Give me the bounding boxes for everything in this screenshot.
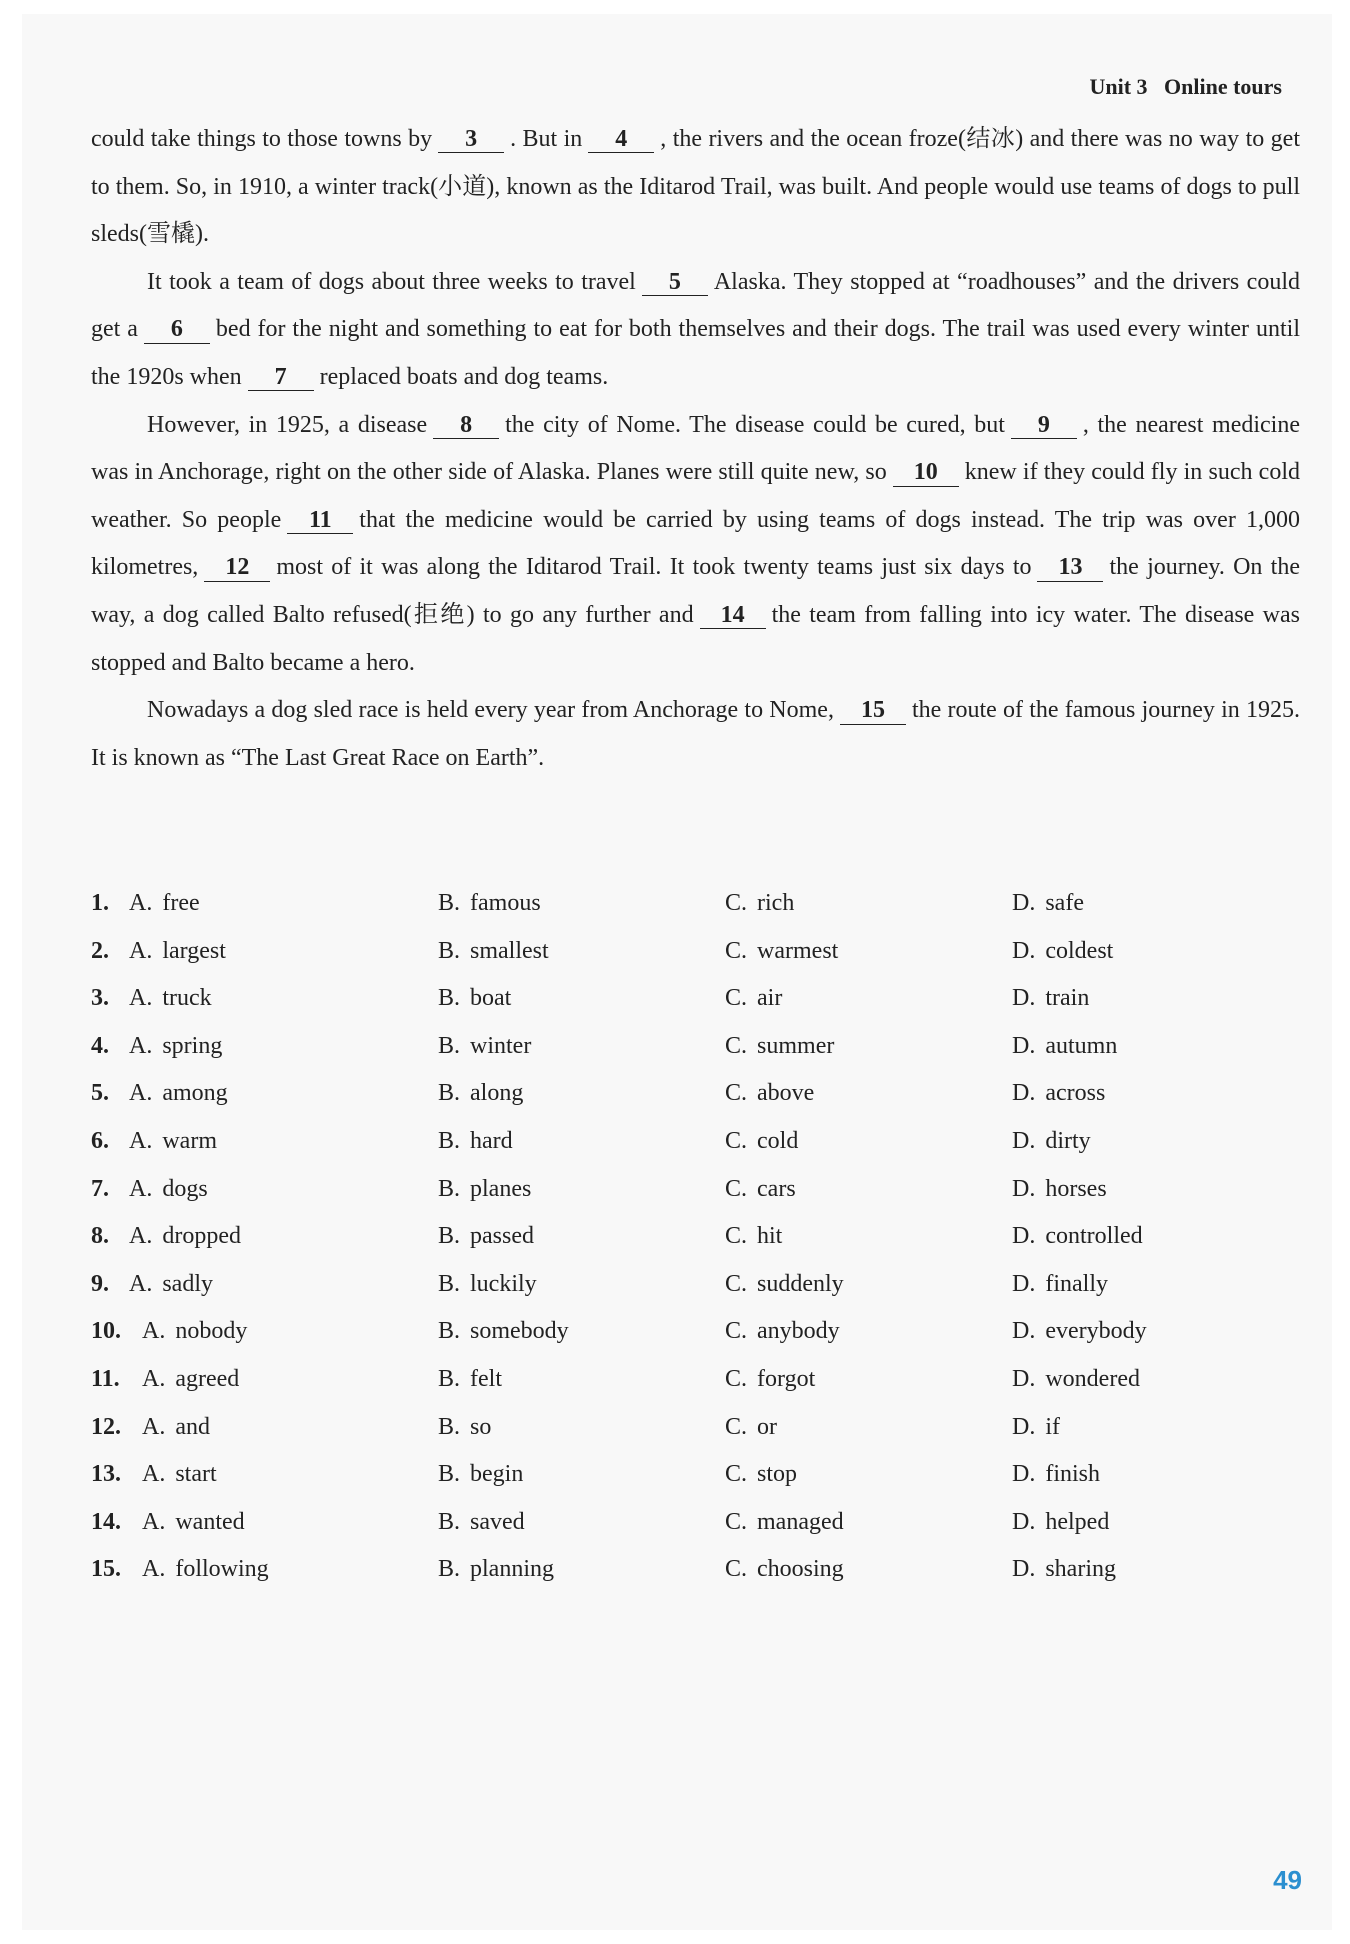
option-letter: D. (1012, 1461, 1036, 1488)
option-text: planes (470, 1175, 532, 1202)
option-text: warm (162, 1127, 217, 1154)
option-letter: B. (438, 985, 461, 1012)
option-c[interactable] (725, 1451, 797, 1499)
blank-15: 15 (840, 697, 906, 724)
option-text: stop (757, 1461, 798, 1488)
question-row (91, 1166, 1300, 1214)
blank-11: 11 (287, 507, 353, 534)
option-letter: A. (142, 1318, 166, 1345)
question-row (91, 1356, 1300, 1404)
blank-8: 8 (433, 412, 499, 439)
option-d[interactable] (1012, 1118, 1091, 1166)
option-text: hit (757, 1223, 783, 1250)
question-row (91, 1213, 1300, 1261)
option-letter: B. (438, 1318, 461, 1345)
cloze-passage (91, 116, 1300, 782)
option-letter: D. (1012, 1127, 1036, 1154)
option-letter: A. (129, 985, 153, 1012)
question-number: 15. (91, 1556, 121, 1583)
blank-7: 7 (248, 364, 314, 391)
option-text: controlled (1045, 1223, 1143, 1250)
option-letter: D. (1012, 1556, 1036, 1583)
paragraph-2 (91, 259, 1300, 402)
passage-text: It took a team of dogs about three weeks to travel (147, 268, 636, 295)
option-d[interactable] (1012, 928, 1113, 976)
passage-text: replaced boats and dog teams. (319, 363, 609, 390)
blank-13: 13 (1037, 554, 1103, 581)
blank-14: 14 (700, 602, 766, 629)
option-text: above (757, 1080, 815, 1107)
option-letter: D. (1012, 1413, 1036, 1440)
option-letter: A. (129, 1032, 153, 1059)
option-letter: C. (725, 1508, 748, 1535)
option-text: finish (1045, 1461, 1101, 1488)
option-text: everybody (1045, 1318, 1147, 1345)
option-text: sadly (162, 1270, 214, 1297)
option-letter: A. (129, 1175, 153, 1202)
option-letter: C. (725, 937, 748, 964)
option-letter: D. (1012, 1508, 1036, 1535)
option-letter: C. (725, 1080, 748, 1107)
blank-10: 10 (893, 459, 959, 486)
passage-text: knew if they could fly in such cold weather. So people (91, 459, 1300, 533)
option-b[interactable] (438, 1023, 531, 1071)
option-letter: D. (1012, 1175, 1036, 1202)
option-text: felt (470, 1365, 502, 1392)
option-text: finally (1045, 1270, 1108, 1297)
option-text: following (175, 1556, 269, 1583)
option-c[interactable] (725, 880, 794, 928)
option-a[interactable] (129, 975, 212, 1023)
option-text: coldest (1045, 937, 1114, 964)
option-letter: A. (129, 1127, 153, 1154)
option-letter: C. (725, 1461, 748, 1488)
option-b[interactable] (438, 880, 541, 928)
question-number: 7. (91, 1175, 109, 1202)
option-text: famous (470, 890, 541, 916)
option-text: free (162, 890, 200, 916)
option-text: managed (757, 1508, 844, 1535)
option-a[interactable] (129, 880, 200, 928)
option-text: saved (470, 1508, 525, 1535)
option-text: horses (1045, 1175, 1107, 1202)
option-text: summer (757, 1032, 835, 1059)
option-d[interactable] (1012, 1404, 1060, 1452)
blank-9: 9 (1011, 412, 1077, 439)
blank-3: 3 (438, 126, 504, 153)
option-letter: C. (725, 890, 748, 916)
option-letter: C. (725, 1556, 748, 1583)
question-row (91, 1404, 1300, 1452)
option-c[interactable] (725, 1261, 844, 1309)
option-letter: C. (725, 1365, 748, 1392)
option-a[interactable] (129, 1261, 213, 1309)
question-row (91, 1451, 1300, 1499)
option-letter: A. (142, 1461, 166, 1488)
question-number: 14. (91, 1508, 121, 1535)
option-letter: D. (1012, 937, 1036, 964)
option-letter: A. (142, 1556, 166, 1583)
option-letter: B. (438, 1508, 461, 1535)
question-row (91, 1546, 1300, 1594)
question-number: 8. (91, 1223, 109, 1250)
question-row (91, 975, 1300, 1023)
option-d[interactable] (1012, 880, 1084, 928)
option-text: agreed (175, 1365, 240, 1392)
option-a[interactable] (142, 1308, 247, 1356)
option-letter: C. (725, 1127, 748, 1154)
option-text: spring (162, 1032, 223, 1059)
option-letter: B. (438, 890, 461, 916)
option-letter: B. (438, 1556, 461, 1583)
option-letter: D. (1012, 1032, 1036, 1059)
option-a[interactable] (129, 1070, 228, 1118)
option-c[interactable] (725, 1546, 844, 1594)
option-letter: C. (725, 1270, 748, 1297)
unit-title: Online tours (1164, 74, 1282, 99)
question-number: 2. (91, 937, 109, 964)
option-text: smallest (470, 937, 549, 964)
option-d[interactable] (1012, 1451, 1100, 1499)
option-b[interactable] (438, 1213, 534, 1261)
option-c[interactable] (725, 1499, 844, 1547)
option-b[interactable] (438, 1451, 523, 1499)
option-c[interactable] (725, 1404, 777, 1452)
option-text: winter (470, 1032, 532, 1059)
option-d[interactable] (1012, 1356, 1140, 1404)
option-letter: B. (438, 1223, 461, 1250)
option-text: begin (470, 1461, 524, 1488)
option-text: planning (470, 1556, 555, 1583)
option-d[interactable] (1012, 975, 1089, 1023)
option-b[interactable] (438, 1308, 569, 1356)
option-letter: C. (725, 1318, 748, 1345)
blank-6: 6 (144, 316, 210, 343)
passage-text: most of it was along the Iditarod Trail. It took twenty teams just six days to (276, 554, 1032, 581)
option-text: helped (1045, 1508, 1110, 1535)
question-row (91, 880, 1300, 928)
option-text: hard (470, 1127, 513, 1154)
option-letter: D. (1012, 1223, 1036, 1250)
option-letter: C. (725, 1032, 748, 1059)
option-c[interactable] (725, 975, 782, 1023)
option-text: dirty (1045, 1127, 1091, 1154)
passage-text: the city of Nome. The disease could be cured, but (505, 411, 1005, 438)
option-b[interactable] (438, 928, 549, 976)
option-letter: B. (438, 1080, 461, 1107)
option-letter: B. (438, 1175, 461, 1202)
page-header (1089, 74, 1282, 100)
option-text: warmest (757, 937, 839, 964)
option-text: safe (1045, 890, 1084, 916)
option-text: autumn (1045, 1032, 1118, 1059)
option-c[interactable] (725, 1166, 796, 1214)
option-b[interactable] (438, 1404, 491, 1452)
option-text: rich (757, 890, 795, 916)
unit-label: Unit 3 (1089, 74, 1148, 99)
option-a[interactable] (142, 1451, 217, 1499)
passage-text: that the medicine would be carried by using teams of dogs instead. The trip was over 1,000 kilometres, (91, 506, 1300, 581)
option-text: train (1045, 985, 1090, 1012)
option-d[interactable] (1012, 1023, 1117, 1071)
option-b[interactable] (438, 1261, 537, 1309)
option-letter: C. (725, 1175, 748, 1202)
option-letter: D. (1012, 1365, 1036, 1392)
option-d[interactable] (1012, 1308, 1147, 1356)
passage-text: , the nearest medicine was in Anchorage, right on the other side of Alaska. Planes were still quite new, so (91, 411, 1300, 486)
answer-options (91, 880, 1300, 1594)
option-c[interactable] (725, 1356, 815, 1404)
option-letter: A. (129, 1080, 153, 1107)
passage-text: , the rivers and the ocean froze(结冰) and there was no way to get to them. So, in 1910, a winter track(小道), known as the Iditarod Trail, was built. And people would use teams of dogs to pull sleds(雪橇). (91, 126, 1300, 248)
option-text: largest (162, 937, 226, 964)
option-a[interactable] (129, 1118, 217, 1166)
question-number: 5. (91, 1080, 109, 1107)
option-d[interactable] (1012, 1166, 1107, 1214)
option-text: suddenly (757, 1270, 844, 1297)
passage-text: could take things to those towns by (91, 126, 433, 152)
option-letter: A. (142, 1365, 166, 1392)
option-letter: A. (129, 1223, 153, 1250)
passage-text: the journey. On the way, a dog called Balto refused(拒绝) to go any further and (91, 554, 1300, 628)
option-text: wondered (1045, 1365, 1140, 1392)
option-letter: D. (1012, 1318, 1036, 1345)
option-text: wanted (175, 1508, 245, 1535)
option-letter: A. (129, 937, 153, 964)
question-number: 11. (91, 1365, 120, 1392)
option-b[interactable] (438, 1546, 554, 1594)
question-number: 13. (91, 1461, 121, 1488)
option-letter: B. (438, 1032, 461, 1059)
option-letter: C. (725, 985, 748, 1012)
option-c[interactable] (725, 1118, 798, 1166)
option-text: luckily (470, 1270, 537, 1297)
option-b[interactable] (438, 1499, 525, 1547)
option-a[interactable] (129, 1166, 208, 1214)
option-text: dogs (162, 1175, 208, 1202)
option-letter: B. (438, 1270, 461, 1297)
option-letter: A. (129, 890, 153, 916)
option-a[interactable] (142, 1546, 269, 1594)
passage-text: . But in (510, 126, 583, 152)
option-letter: A. (129, 1270, 153, 1297)
question-row (91, 928, 1300, 976)
question-number: 6. (91, 1127, 109, 1154)
option-letter: B. (438, 1413, 461, 1440)
option-text: sharing (1045, 1556, 1116, 1583)
passage-text: the team from falling into icy water. The disease was stopped and Balto became a hero. (91, 601, 1300, 676)
option-text: anybody (757, 1318, 840, 1345)
option-a[interactable] (142, 1404, 210, 1452)
question-row (91, 1261, 1300, 1309)
blank-4: 4 (588, 126, 654, 153)
option-text: somebody (470, 1318, 569, 1345)
passage-text: Alaska. They stopped at “roadhouses” and the drivers could get a (91, 268, 1300, 343)
question-row (91, 1070, 1300, 1118)
blank-5: 5 (642, 269, 708, 296)
option-a[interactable] (142, 1499, 245, 1547)
option-text: choosing (757, 1556, 844, 1583)
option-b[interactable] (438, 1118, 513, 1166)
paragraph-1 (91, 116, 1300, 259)
paragraph-3 (91, 402, 1300, 688)
option-b[interactable] (438, 1070, 523, 1118)
option-b[interactable] (438, 1356, 502, 1404)
option-d[interactable] (1012, 1213, 1143, 1261)
option-text: forgot (757, 1365, 816, 1392)
option-letter: C. (725, 1413, 748, 1440)
question-row (91, 1023, 1300, 1071)
option-letter: D. (1012, 1080, 1036, 1107)
option-d[interactable] (1012, 1499, 1109, 1547)
question-number: 1. (91, 890, 109, 916)
question-row (91, 1118, 1300, 1166)
option-text: or (757, 1413, 778, 1440)
option-a[interactable] (129, 1213, 241, 1261)
option-text: among (162, 1080, 228, 1107)
option-letter: B. (438, 1127, 461, 1154)
option-text: nobody (175, 1318, 248, 1345)
page-number: 49 (1273, 1865, 1302, 1895)
option-text: across (1045, 1080, 1106, 1107)
question-number: 10. (91, 1318, 121, 1345)
option-d[interactable] (1012, 1261, 1108, 1309)
option-c[interactable] (725, 1070, 814, 1118)
question-row (91, 1499, 1300, 1547)
option-letter: A. (142, 1508, 166, 1535)
passage-text: However, in 1925, a disease (147, 411, 428, 438)
question-number: 3. (91, 985, 109, 1012)
option-text: cars (757, 1175, 796, 1202)
passage-text: Nowadays a dog sled race is held every year from Anchorage to Nome, (147, 697, 834, 724)
option-letter: A. (142, 1413, 166, 1440)
option-b[interactable] (438, 1166, 531, 1214)
option-letter: D. (1012, 985, 1036, 1012)
option-letter: B. (438, 1365, 461, 1392)
option-text: truck (162, 985, 212, 1012)
option-letter: D. (1012, 1270, 1036, 1297)
option-c[interactable] (725, 1308, 840, 1356)
option-c[interactable] (725, 1213, 782, 1261)
option-text: passed (470, 1223, 534, 1250)
question-row (91, 1308, 1300, 1356)
passage-text: the route of the famous journey in 1925. It is known as “The Last Great Race on Earth”. (91, 697, 1301, 771)
question-number: 12. (91, 1413, 121, 1440)
option-a[interactable] (142, 1356, 239, 1404)
option-text: if (1045, 1413, 1061, 1440)
option-d[interactable] (1012, 1070, 1105, 1118)
option-a[interactable] (129, 1023, 222, 1071)
option-text: start (175, 1461, 217, 1488)
option-a[interactable] (129, 928, 226, 976)
question-number: 4. (91, 1032, 109, 1059)
passage-text: bed for the night and something to eat for both themselves and their dogs. The trail was used every winter until the 1920s when (91, 316, 1300, 390)
option-text: along (470, 1080, 524, 1107)
option-letter: D. (1012, 890, 1036, 916)
paragraph-4 (91, 687, 1300, 782)
option-c[interactable] (725, 928, 838, 976)
blank-12: 12 (204, 554, 270, 581)
question-number: 9. (91, 1270, 109, 1297)
option-letter: B. (438, 1461, 461, 1488)
option-text: and (175, 1413, 210, 1440)
option-text: air (757, 985, 783, 1012)
option-text: boat (470, 985, 512, 1012)
option-c[interactable] (725, 1023, 834, 1071)
option-text: cold (757, 1127, 799, 1154)
option-b[interactable] (438, 975, 511, 1023)
option-letter: B. (438, 937, 461, 964)
option-d[interactable] (1012, 1546, 1116, 1594)
option-text: so (470, 1413, 492, 1440)
option-text: dropped (162, 1223, 241, 1250)
option-letter: C. (725, 1223, 748, 1250)
